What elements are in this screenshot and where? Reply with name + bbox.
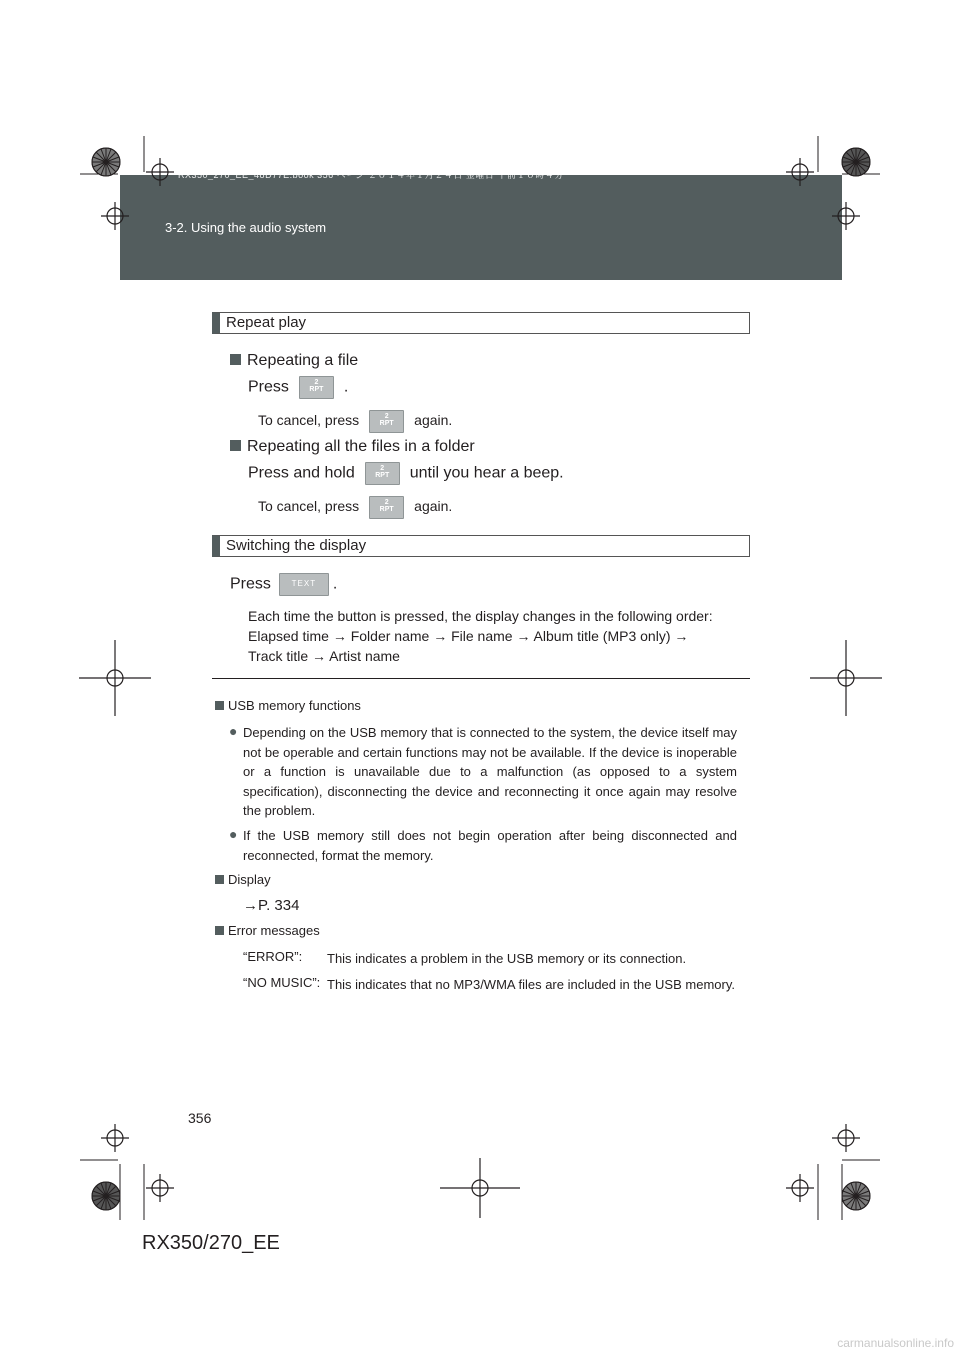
note-heading-display: Display — [215, 872, 271, 887]
display-order-line2: Elapsed time → Folder name → File name → Album title (MP3 only) → — [248, 628, 689, 644]
error-label: “ERROR”: — [243, 949, 303, 964]
text-key-icon: TEXT — [279, 573, 329, 596]
subheading-repeat-file: Repeating a file — [230, 352, 358, 370]
error-description: This indicates that no MP3/WMA files are included in the USB memory. — [327, 977, 735, 992]
note-heading-error-messages: Error messages — [215, 923, 320, 938]
instruction-repeat-file: Press 2 RPT . — [248, 376, 348, 399]
usb-note-bullet-1: Depending on the USB memory that is connected to the system, the device itself may not be operable and certain functions may not be available. If the device is inoperable or a function is unavailable due to a malfunction (as opposed to a system specification), disconnecting the device and reconnecting it once again may resolve the problem. — [243, 725, 737, 818]
cancel-note-file: To cancel, press 2 RPT again. — [258, 410, 452, 433]
subheading-repeat-folder: Repeating all the files in a folder — [230, 438, 475, 456]
usb-note-bullet-2: If the USB memory still does not begin operation after being disconnected and reconnected, format the memory. — [243, 828, 737, 863]
cancel-note-folder: To cancel, press 2 RPT again. — [258, 496, 452, 519]
note-heading-usb: USB memory functions — [215, 698, 361, 713]
instruction-switch-display: Press TEXT . — [230, 573, 337, 596]
instruction-repeat-folder: Press and hold 2 RPT until you hear a beep. — [248, 462, 564, 485]
display-order-line1: Each time the button is pressed, the display changes in the following order: — [248, 608, 713, 624]
rpt-key-icon: 2 RPT — [369, 496, 404, 519]
bullet-dot-icon: ● — [229, 723, 238, 739]
display-order-line3: Track title → Artist name — [248, 648, 400, 664]
section-title: Repeat play — [226, 314, 307, 331]
section-breadcrumb: 3-2. Using the audio system — [165, 220, 327, 235]
print-stamp: RX350_270_EE_48D77E.book 356 ページ ２０１４年１月２４日 金曜日 午前１０時４分 — [178, 170, 564, 180]
error-description: This indicates a problem in the USB memory or its connection. — [327, 951, 687, 966]
bullet-dot-icon: ● — [229, 826, 238, 842]
page-reference-link[interactable]: →P. 334 — [243, 897, 300, 914]
error-label: “NO MUSIC”: — [243, 975, 321, 990]
rpt-key-icon: 2 RPT — [299, 376, 334, 399]
page-number: 356 — [188, 1110, 212, 1126]
rpt-key-icon: 2 RPT — [365, 462, 400, 485]
rpt-key-icon: 2 RPT — [369, 410, 404, 433]
model-code: RX350/270_EE — [142, 1232, 280, 1254]
section-title: Switching the display — [226, 537, 367, 554]
watermark: carmanualsonline.info — [837, 1336, 954, 1350]
